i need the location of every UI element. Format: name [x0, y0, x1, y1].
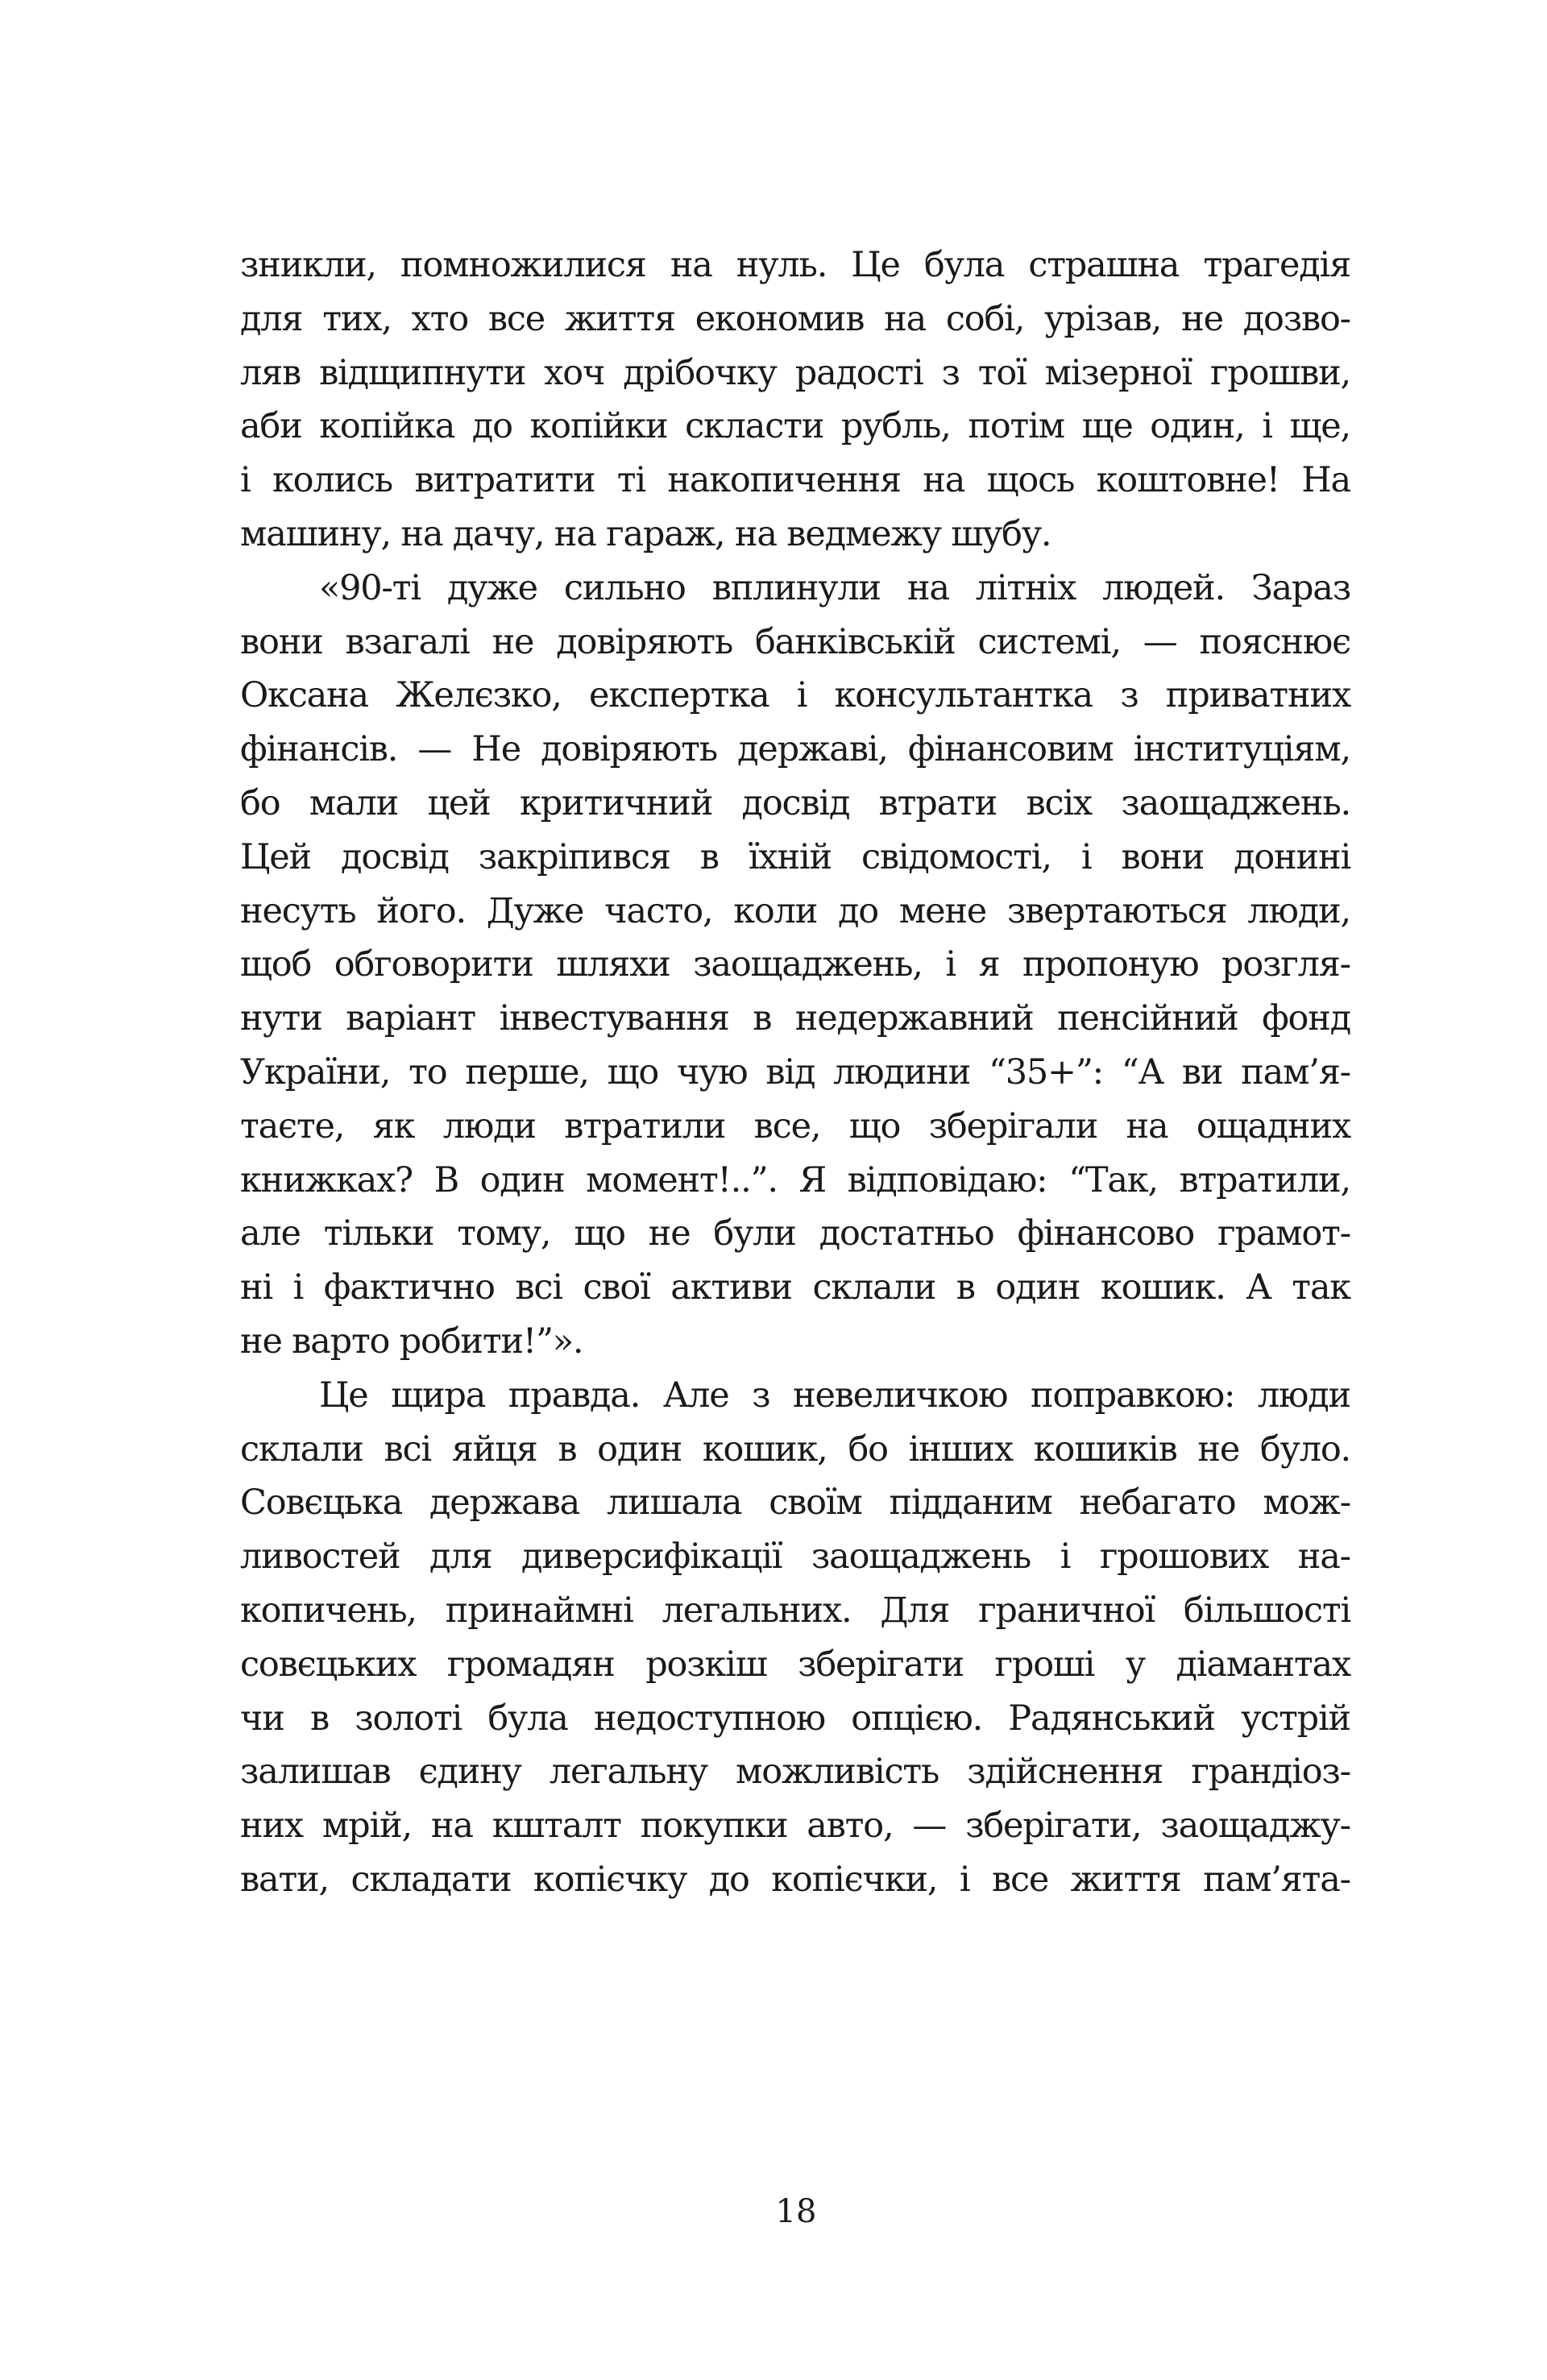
text-line: але тільки тому, що не були достатньо фінансово грамот-	[240, 1213, 1350, 1254]
paragraph-first-line: Це щира правда. Але з невеличкою поправкою: люди	[319, 1375, 1350, 1416]
text-line: не варто робити!”».	[240, 1321, 583, 1362]
text-line: склали всі яйця в один кошик, бо інших кошиків не було.	[240, 1428, 1350, 1470]
text-line: фінансів. — Не довіряють державі, фінансовим інституціям,	[240, 729, 1350, 770]
text-line: ні і фактично всі свої активи склали в один кошик. А так	[240, 1267, 1350, 1308]
text-line: вати, складати копієчку до копієчки, і все життя пам’ята-	[240, 1859, 1350, 1900]
text-line: для тих, хто все життя економив на собі, урізав, не дозво-	[240, 298, 1350, 339]
text-line: вони взагалі не довіряють банківській системі, — пояснює	[240, 621, 1350, 662]
text-line: машину, на дачу, на гараж, на ведмежу шубу.	[240, 513, 1051, 554]
text-line: нути варіант інвестування в недержавний пенсійний фонд	[240, 998, 1350, 1039]
page-number: 18	[775, 2193, 817, 2230]
text-line: України, то перше, що чую від людини “35+”: “А ви пам’я-	[240, 1051, 1350, 1093]
text-line: Цей досвід закріпився в їхній свідомості, і вони донині	[240, 836, 1350, 877]
body-text	[240, 238, 1350, 1907]
text-line: чи в золоті була недоступною опцією. Радянський устрій	[240, 1698, 1350, 1739]
text-line: Оксана Желєзко, експертка і консультантка з приватних	[240, 675, 1350, 716]
text-line: копичень, принаймні легальних. Для граничної більшості	[240, 1590, 1350, 1631]
text-line: аби копійка до копійки скласти рубль, потім ще один, і ще,	[240, 406, 1350, 447]
text-line: совєцьких громадян розкіш зберігати гроші у діамантах	[240, 1644, 1350, 1685]
text-line: ляв відщипнути хоч дрібочку радості з тої мізерної грошви,	[240, 352, 1350, 393]
text-line: них мрій, на кшталт покупки авто, — зберігати, заощаджу-	[240, 1806, 1350, 1847]
text-line: щоб обговорити шляхи заощаджень, і я пропоную розгля-	[240, 944, 1350, 985]
text-line: зникли, помножилися на нуль. Це була страшна трагедія	[240, 245, 1350, 285]
text-line: і колись витратити ті накопичення на щось коштовне! На	[240, 460, 1350, 501]
text-line: книжках? В один момент!..”. Я відповідаю: “Так, втратили,	[240, 1159, 1350, 1200]
text-line: залишав єдину легальну можливість здійснення грандіоз-	[240, 1752, 1350, 1793]
text-line: несуть його. Дуже часто, коли до мене звертаються люди,	[240, 890, 1350, 931]
text-line: Совєцька держава лишала своїм підданим небагато мож-	[240, 1482, 1350, 1524]
text-line: ливостей для диверсифікації заощаджень і грошових на-	[240, 1536, 1350, 1578]
text-line: бо мали цей критичний досвід втрати всіх заощаджень.	[240, 782, 1350, 823]
paragraph-first-line: «90-ті дуже сильно вплинули на літніх людей. Зараз	[319, 567, 1350, 608]
text-line: таєте, як люди втратили все, що зберігали на ощадних	[240, 1105, 1350, 1146]
